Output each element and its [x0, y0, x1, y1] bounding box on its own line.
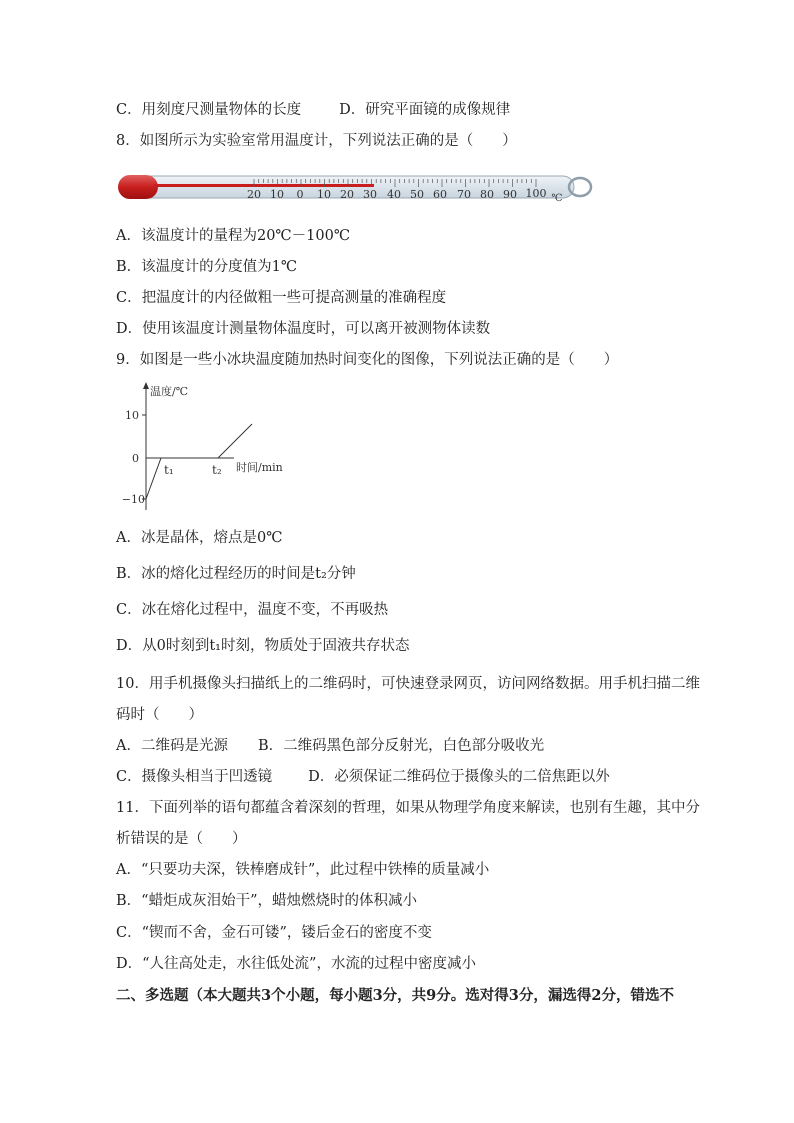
q11-stem-line2: 析错误的是（ ） — [116, 831, 247, 847]
q9-stem: 9．如图是一些小冰块温度随加热时间变化的图像，下列说法正确的是（ ） — [116, 352, 619, 368]
ice-heating-graph — [112, 378, 302, 514]
y-tick-label: 0 — [132, 452, 139, 465]
t1-label: t₁ — [164, 463, 174, 477]
t2-label: t₂ — [212, 463, 222, 477]
thermometer-label: 90 — [503, 188, 517, 201]
thermometer-unit: ℃ — [551, 193, 563, 204]
q9-option-b: B．冰的熔化过程经历的时间是t₂分钟 — [116, 566, 356, 582]
q10-option-c: C．摄像头相当于凹透镜 — [116, 769, 273, 785]
q9-option-c: C．冰在熔化过程中，温度不变，不再吸热 — [116, 602, 389, 618]
q9-option-d: D．从0时刻到t₁时刻，物质处于固液共存状态 — [116, 638, 410, 654]
q11-option-d: D．“人往高处走，水往低处流”，水流的过程中密度减小 — [116, 956, 476, 972]
q8-stem: 8．如图所示为实验室常用温度计，下列说法正确的是（ ） — [116, 133, 517, 149]
thermometer-bulb — [118, 175, 158, 199]
q11-option-b: B．“蜡炬成灰泪始干”，蜡烛燃烧时的体积减小 — [116, 893, 417, 909]
section2-heading: 二、多选题（本大题共3个小题，每小题3分，共9分。选对得3分，漏选得2分，错选不 — [116, 987, 674, 1004]
thermometer-label: 0 — [296, 188, 304, 201]
thermometer-label: 70 — [457, 188, 471, 201]
y-tick-label: −10 — [121, 493, 145, 506]
q11-option-c: C．“锲而不舍，金石可镂”，镂后金石的密度不变 — [116, 925, 432, 941]
y-tick-label: 10 — [125, 409, 139, 422]
thermometer-label: 30 — [363, 188, 377, 201]
thermometer-label: 60 — [433, 188, 447, 201]
q11-option-a: A．“只要功夫深，铁棒磨成针”，此过程中铁棒的质量减小 — [116, 862, 490, 878]
thermometer-label: 100 — [525, 187, 547, 200]
q8-option-a: A．该温度计的量程为20℃－100℃ — [116, 228, 351, 244]
thermometer-label: 80 — [480, 188, 494, 201]
thermometer-label: 40 — [387, 188, 401, 201]
y-axis-label: 温度/℃ — [150, 385, 189, 398]
thermometer-label: 10 — [270, 188, 284, 201]
y-axis-arrow — [143, 382, 149, 389]
q7-options — [116, 100, 510, 120]
thermometer-label: 50 — [410, 188, 424, 201]
thermometer-liquid — [154, 184, 374, 187]
q10-options-cd — [116, 767, 610, 787]
q8-option-b: B．该温度计的分度值为1℃ — [116, 259, 298, 275]
q10-option-d: D．必须保证二维码位于摄像头的二倍焦距以外 — [308, 769, 610, 785]
q7-option-d: D．研究平面镜的成像规律 — [339, 102, 511, 118]
thermometer-label: 20 — [247, 188, 261, 201]
q10-option-a: A．二维码是光源 — [116, 738, 228, 754]
q11-stem-line1: 11．下面列举的语句都蕴含着深刻的哲理，如果从物理学角度来解读，也别有生趣，其中分 — [116, 800, 700, 816]
thermometer-label: 20 — [340, 188, 354, 201]
q10-option-b: B．二维码黑色部分反射光，白色部分吸收光 — [257, 738, 545, 754]
thermometer-figure — [114, 168, 596, 208]
q10-stem-line1: 10．用手机摄像头扫描纸上的二维码时，可快速登录网页，访问网络数据。用手机扫描二维 — [116, 676, 700, 692]
q10-stem-line2: 码时（ ） — [116, 707, 203, 723]
x-axis-label: 时间/min — [236, 461, 283, 474]
q9-option-a: A．冰是晶体，熔点是0℃ — [116, 530, 283, 546]
q8-option-c: C．把温度计的内径做粗一些可提高测量的准确程度 — [116, 290, 447, 306]
q7-option-c: C．用刻度尺测量物体的长度 — [116, 102, 302, 118]
q10-options-ab — [116, 736, 544, 756]
thermometer-label: 10 — [317, 188, 331, 201]
q8-option-d: D．使用该温度计测量物体温度时，可以离开被测物体读数 — [116, 321, 491, 337]
